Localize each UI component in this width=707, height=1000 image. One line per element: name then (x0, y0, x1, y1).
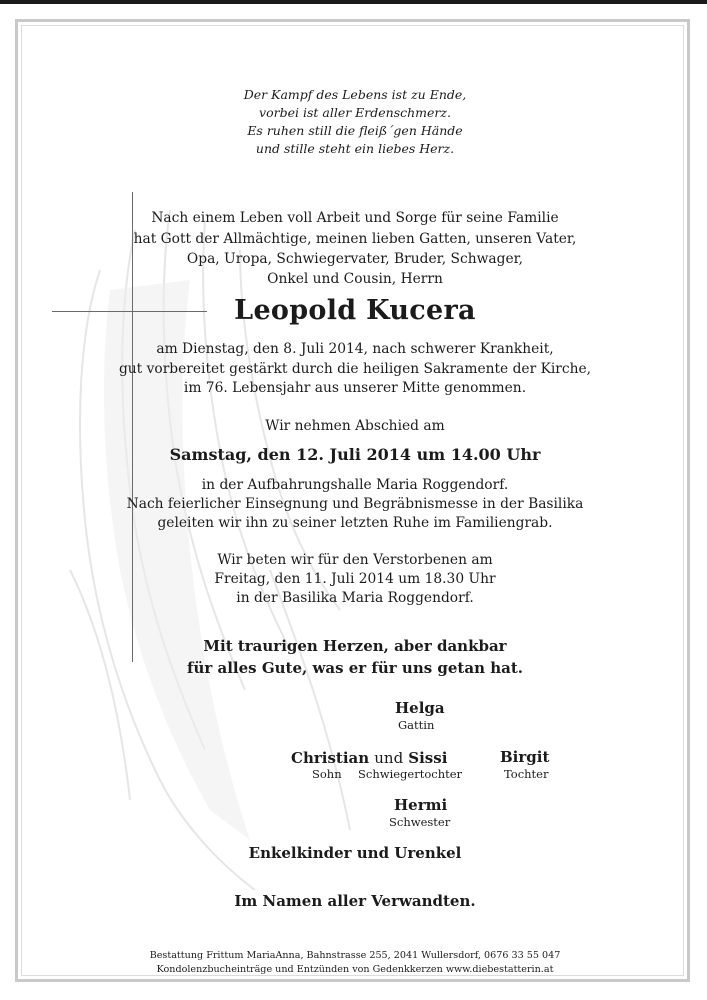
grandchildren-line: Enkelkinder und Urenkel (248, 844, 462, 862)
poem-line: vorbei ist aller Erdenschmerz. (259, 105, 451, 120)
family-relation-helga: Gattin (398, 718, 435, 732)
death-info-line: gut vorbereitet gestärkt durch die heiligen Sakramente der Kirche, (118, 361, 592, 377)
intro-line: Opa, Uropa, Schwiegervater, Bruder, Schwager, (186, 251, 524, 267)
poem-line: Der Kampf des Lebens ist zu Ende, (243, 87, 467, 102)
family-group-christian-sissi (291, 748, 447, 767)
family-relation-sissi: Schwiegertochter (358, 767, 463, 781)
family-name-christian: Christian (291, 749, 370, 767)
relatives-line: Im Namen aller Verwandten. (234, 892, 476, 910)
family-relation-hermi: Schwester (389, 815, 451, 829)
family-connector: und (374, 749, 404, 767)
poem-line: und stille steht ein liebes Herz. (255, 141, 455, 156)
death-info-line: im 76. Lebensjahr aus unserer Mitte genommen. (183, 380, 527, 396)
farewell-intro: Wir nehmen Abschied am (265, 418, 445, 434)
thanks-line: Mit traurigen Herzen, aber dankbar (203, 637, 507, 655)
poem-line: Es ruhen still die fleiß´gen Hände (247, 123, 463, 138)
footer-line: Kondolenzbucheinträge und Entzünden von Gedenkkerzen www.diebestatterin.at (156, 964, 554, 975)
family-relation-christian: Sohn (312, 767, 342, 781)
family-name-sissi: Sissi (408, 749, 448, 767)
footer-line: Bestattung Frittum MariaAnna, Bahnstrasse 255, 2041 Wullersdorf, 0676 33 55 047 (149, 950, 561, 961)
family-name-birgit: Birgit (500, 748, 550, 766)
prayer-line: in der Basilika Maria Roggendorf. (236, 590, 474, 606)
intro-line: Nach einem Leben voll Arbeit und Sorge für seine Familie (151, 210, 559, 226)
funeral-detail-line: Nach feierlicher Einsegnung und Begräbnismesse in der Basilika (126, 496, 584, 512)
thanks-line: für alles Gute, was er für uns getan hat. (187, 659, 523, 677)
funeral-detail-line: in der Aufbahrungshalle Maria Roggendorf. (201, 477, 509, 493)
funeral-date: Samstag, den 12. Juli 2014 um 14.00 Uhr (169, 445, 541, 464)
funeral-detail-line: geleiten wir ihn zu seiner letzten Ruhe im Familiengrab. (157, 515, 553, 531)
death-info-line: am Dienstag, den 8. Juli 2014, nach schwerer Krankheit, (156, 341, 554, 357)
family-name-hermi: Hermi (394, 796, 448, 814)
top-border-line (0, 0, 707, 4)
prayer-line: Freitag, den 11. Juli 2014 um 18.30 Uhr (214, 571, 496, 587)
family-relation-birgit: Tochter (504, 767, 549, 781)
intro-line: hat Gott der Allmächtige, meinen lieben Gatten, unseren Vater, (133, 231, 577, 247)
intro-line: Onkel und Cousin, Herrn (267, 271, 443, 287)
prayer-line: Wir beten wir für den Verstorbenen am (217, 552, 493, 568)
deceased-name: Leopold Kucera (234, 295, 476, 326)
family-name-helga: Helga (395, 699, 445, 717)
